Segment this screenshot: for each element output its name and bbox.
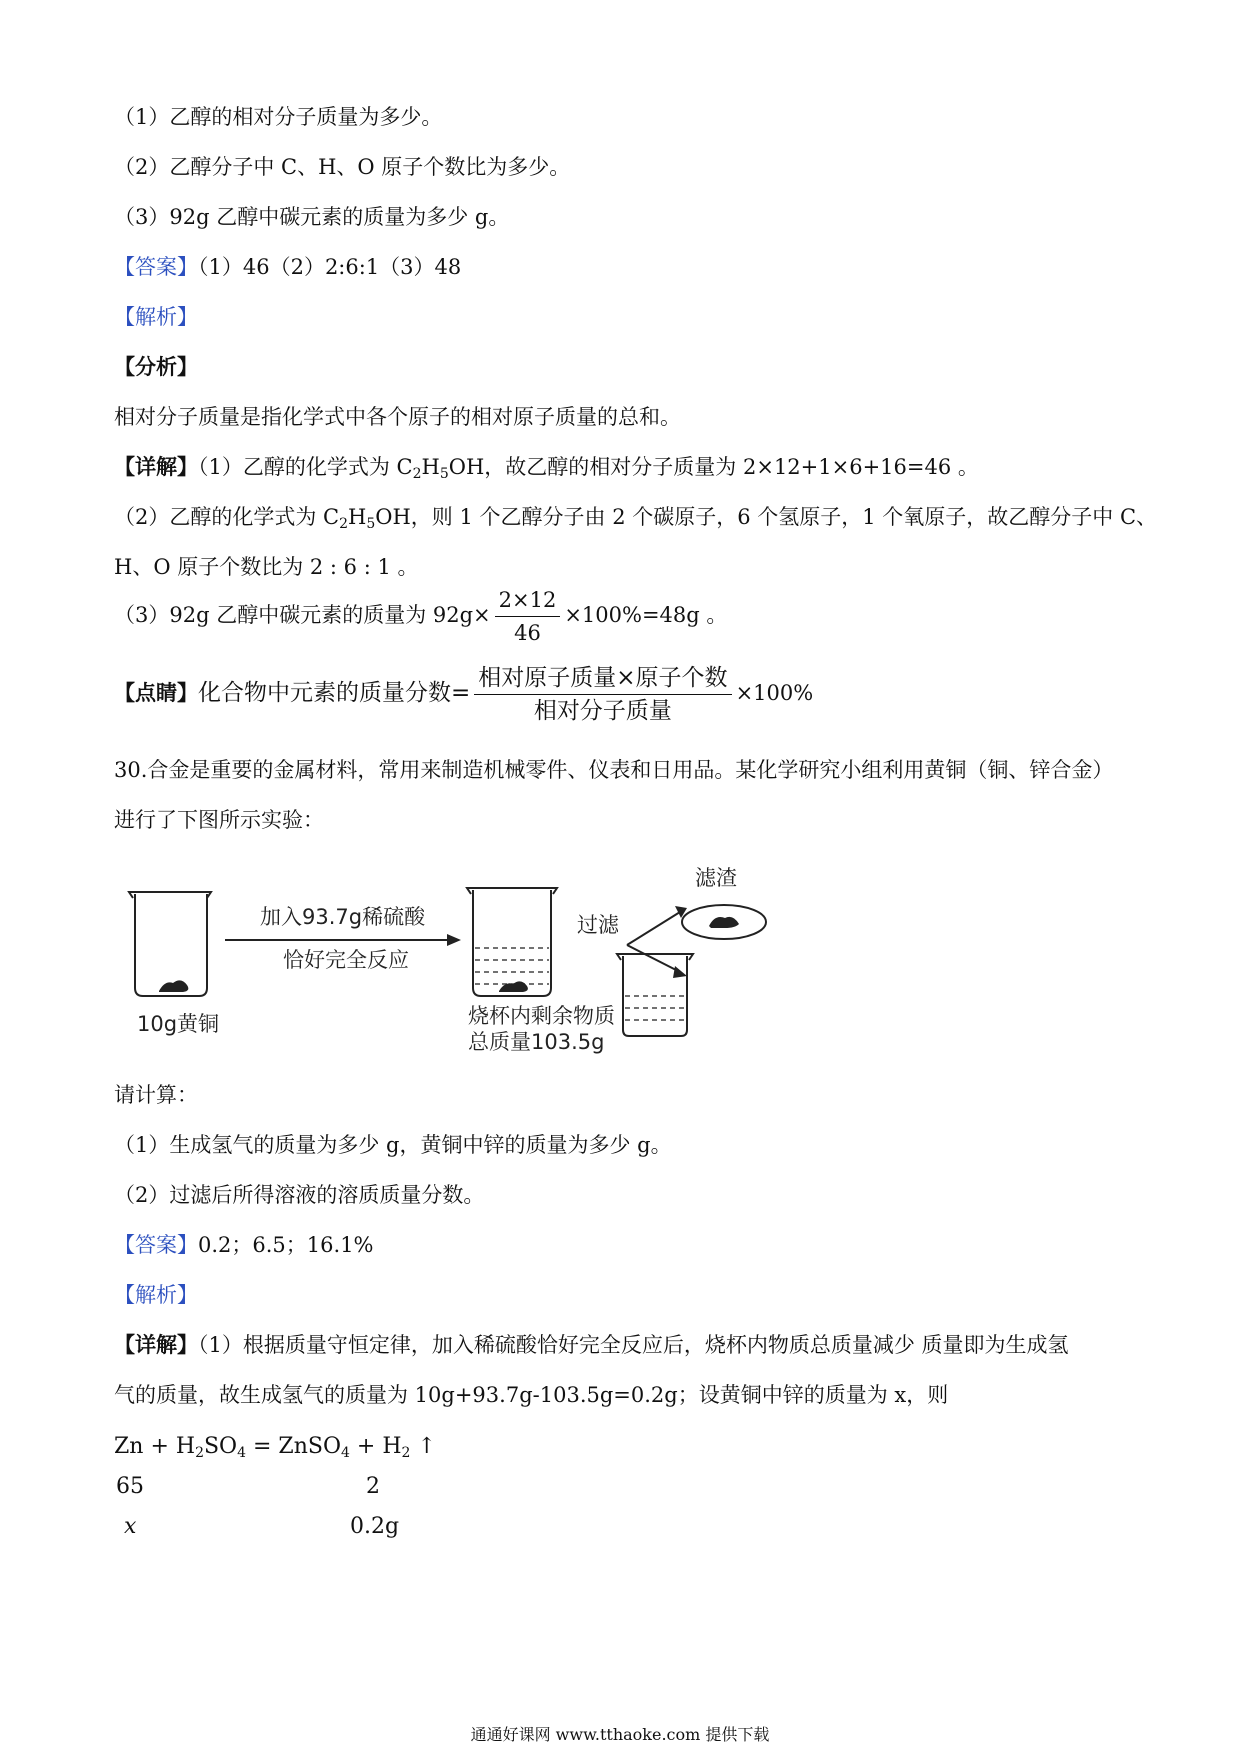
- q29-fenxi-text: 相对分子质量是指化学式中各个原子的相对原子质量的总和。: [114, 405, 681, 429]
- q29-sub2: （2）乙醇分子中 C、H、O 原子个数比为多少。: [114, 155, 571, 179]
- fraction-numerator: 2×12: [495, 586, 561, 617]
- eq-sub-2: 4: [237, 1445, 247, 1461]
- answer-tag: 【答案】: [114, 1233, 198, 1257]
- detail2-sub2: 5: [366, 516, 376, 532]
- q30-detail2: 气的质量，故生成氢气的质量为 10g+93.7g-103.5g=0.2g；设黄铜中锌的质量为 x，则: [114, 1383, 949, 1407]
- eq-part-b: SO: [203, 1434, 238, 1459]
- residue-solid-icon: [709, 917, 739, 928]
- detail1-b: H: [421, 455, 440, 479]
- detail-tag: 【详解】: [114, 454, 198, 479]
- eq-part-d: + H: [349, 1434, 402, 1459]
- ratio-right-2: 0.2g: [350, 1514, 400, 1539]
- mid-label-1: 烧杯内剩余物质: [468, 1004, 615, 1028]
- detail-tag: 【详解】: [114, 1332, 198, 1357]
- eq-sub-4: 2: [401, 1445, 411, 1461]
- tip-fraction: [474, 664, 731, 725]
- residue-label: 滤渣: [695, 866, 737, 890]
- tip-denominator: 相对分子质量: [533, 698, 672, 724]
- beaker-filtrate-icon: [617, 954, 693, 1036]
- arrow-head-icon: [447, 934, 461, 946]
- solution-level-icon: [475, 948, 549, 984]
- eq-part-e: ↑: [410, 1434, 436, 1459]
- answer-tag: 【答案】: [114, 255, 198, 279]
- brass-pieces-icon: [159, 980, 188, 992]
- start-label: 10g黄铜: [137, 1012, 220, 1036]
- q29-sub3: （3）92g 乙醇中碳元素的质量为多少 g。: [114, 205, 510, 229]
- q29-detail1: [114, 452, 979, 489]
- tip-tag: 【点睛】: [114, 680, 198, 705]
- q29-answer: [114, 252, 461, 282]
- q30-detail1: [114, 1330, 1069, 1360]
- detail1-c: OH，故乙醇的相对分子质量为 2×12+1×6+16=46 。: [448, 455, 979, 479]
- eq-sub-3: 4: [341, 1445, 350, 1461]
- eq-part-a: Zn + H: [114, 1434, 196, 1459]
- tip-numerator: 相对原子质量×原子个数: [474, 664, 731, 695]
- ratio-left-1: 65: [116, 1474, 144, 1499]
- q30-stem2: 进行了下图所示实验：: [114, 808, 324, 832]
- detail3-pre: （3）92g 乙醇中碳元素的质量为 92g×: [114, 603, 491, 627]
- tip-pre: 化合物中元素的质量分数=: [198, 680, 471, 706]
- answer-text: 0.2；6.5；16.1%: [198, 1233, 374, 1257]
- page-footer: 通通好课网 www.tthaoke.com 提供下载: [470, 1725, 770, 1744]
- q29-tip: [114, 664, 813, 725]
- arrow-upper: [627, 912, 680, 945]
- detail1-sub2: 5: [439, 466, 449, 482]
- q30-analysis-tag: 【解析】: [114, 1283, 198, 1307]
- beaker-start-icon: [129, 892, 211, 996]
- mid-label-2: 总质量103.5g: [468, 1030, 605, 1054]
- detail1-a: （1）乙醇的化学式为 C: [198, 455, 413, 479]
- tip-post: ×100%: [735, 681, 814, 705]
- remaining-solid-icon: [499, 981, 528, 992]
- experiment-diagram: [115, 850, 795, 1060]
- q29-fenxi-tag: 【分析】: [114, 354, 198, 379]
- detail2-c: OH，则 1 个乙醇分子由 2 个碳原子，6 个氢原子，1 个氧原子，故乙醇分子中 C、: [375, 505, 1158, 529]
- detail3-post: ×100%=48g 。: [564, 603, 728, 627]
- detail2-b: H: [348, 505, 367, 529]
- arrow-lower-head-icon: [673, 966, 687, 978]
- q30-sub2: （2）过滤后所得溶液的溶质质量分数。: [114, 1183, 485, 1207]
- q29-detail2-line2: H、O 原子个数比为 2 : 6 : 1 。: [114, 555, 419, 579]
- filter-label: 过滤: [577, 913, 619, 937]
- filtrate-level-icon: [625, 996, 685, 1020]
- beaker-mid-icon: [467, 888, 557, 996]
- q29-detail2: [114, 502, 1157, 539]
- arrow-bottom-label: 恰好完全反应: [283, 948, 409, 972]
- q30-stem1: 30.合金是重要的金属材料，常用来制造机械零件、仪表和日用品。某化学研究小组利用黄铜（铜、锌合金）: [114, 758, 1114, 782]
- q29-analysis-tag: 【解析】: [114, 305, 198, 329]
- fraction-denominator: 46: [514, 621, 541, 645]
- ratio-left-2: x: [124, 1514, 137, 1539]
- detail2-a: （2）乙醇的化学式为 C: [114, 505, 340, 529]
- detail2-sub1: 2: [339, 516, 349, 532]
- eq-part-c: = ZnSO: [246, 1434, 341, 1459]
- q30-calc: 请计算：: [114, 1083, 198, 1107]
- q30-sub1: （1）生成氢气的质量为多少 g，黄铜中锌的质量为多少 g。: [114, 1133, 672, 1157]
- detail1-text: （1）根据质量守恒定律，加入稀硫酸恰好完全反应后，烧杯内物质总质量减少 质量即为生成氢: [198, 1333, 1069, 1357]
- q29-detail3: [114, 586, 727, 647]
- answer-text: （1）46（2）2:6:1（3）48: [198, 255, 462, 279]
- q29-sub1: （1）乙醇的相对分子质量为多少。: [114, 105, 443, 129]
- detail3-fraction: [495, 586, 561, 647]
- arrow-lower: [627, 945, 680, 972]
- detail1-sub1: 2: [412, 466, 422, 482]
- q30-answer: [114, 1230, 374, 1260]
- ratio-right-1: 2: [366, 1474, 380, 1499]
- chemical-equation: [114, 1432, 436, 1468]
- eq-sub-1: 2: [195, 1445, 204, 1461]
- arrow-top-label: 加入93.7g稀硫酸: [260, 905, 426, 929]
